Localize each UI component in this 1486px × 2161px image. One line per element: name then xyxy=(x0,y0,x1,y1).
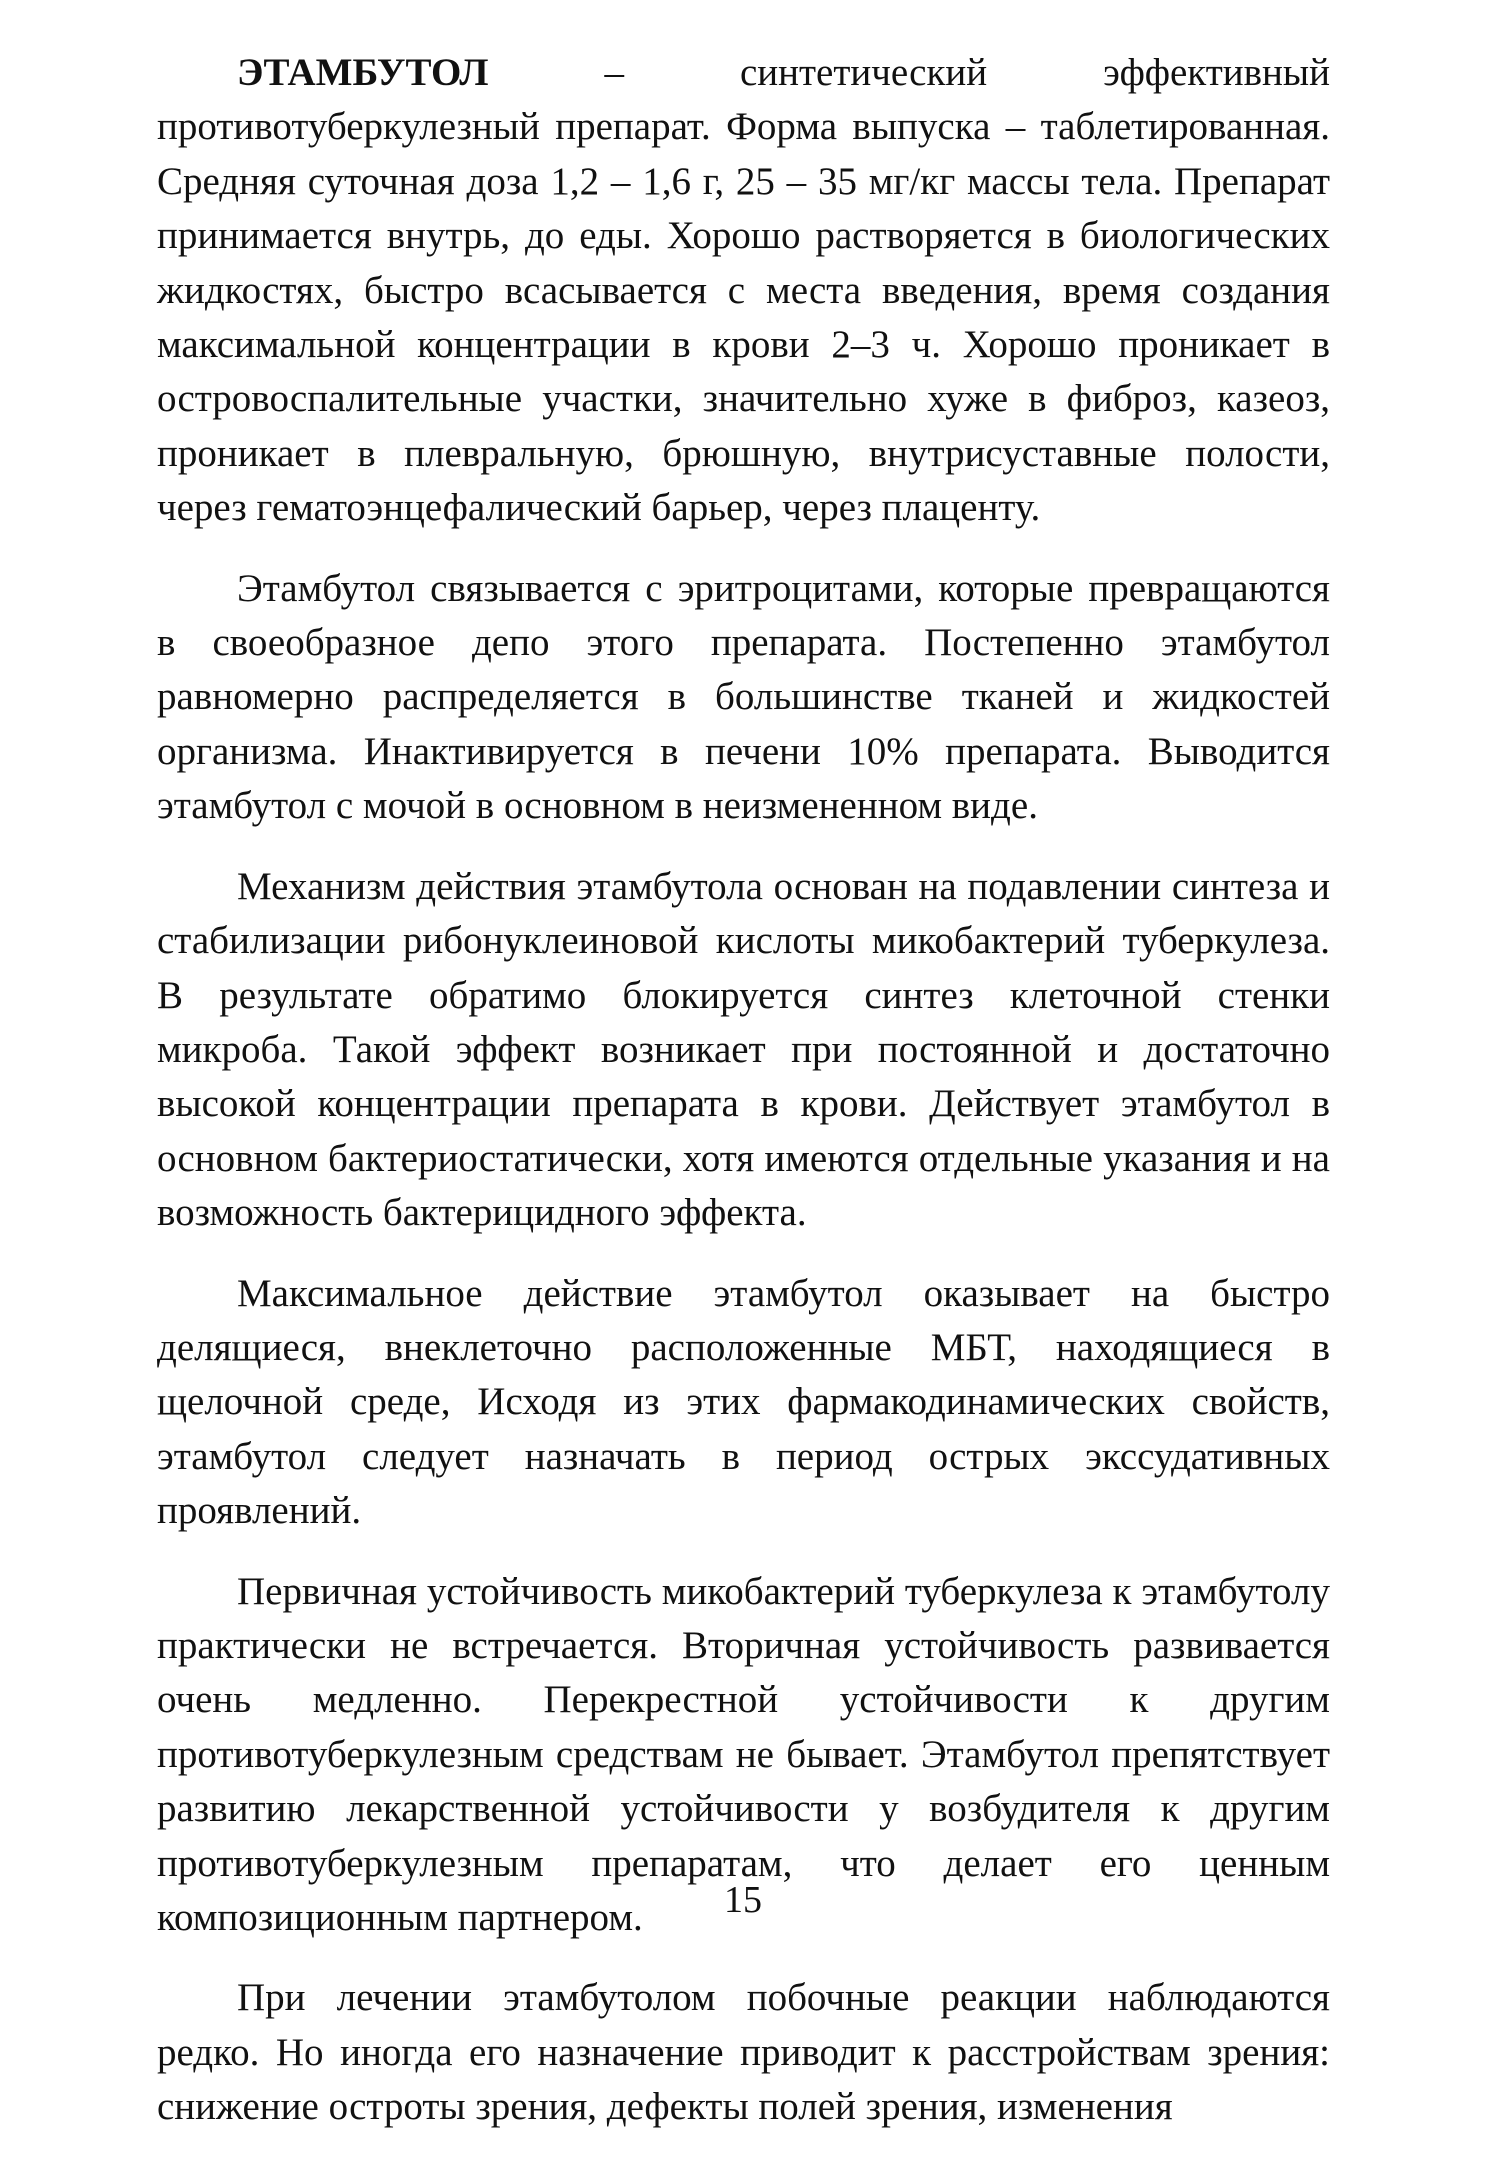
paragraph-1-text: – синтетический эффективный противотуберкулезный препарат. Форма выпуска – таблетированная. Средняя суточная доза 1,2 – 1,6 г, 25 – 35 мг/кг массы тела. Препарат принимается внутрь, до еды. Хорошо растворяется в биологических жидкостях, быстро всасывается с места введения, время создания максимальной концентрации в крови 2–3 ч. Хорошо проникает в островоспалительные участки, значительно хуже в фиброз, казеоз, проникает в плевральную, брюшную, внутрисуставные полости, через гематоэнцефалический барьер, через плаценту. xyxy=(157,51,1330,530)
page-number: 15 xyxy=(724,1879,762,1921)
paragraph-4: Максимальное действие этамбутол оказывает на быстро делящиеся, внеклеточно расположенные МБТ, находящиеся в щелочной среде, Исходя из этих фармакодинамических свойств, этамбутол следует назначать в период острых экссудативных проявлений. xyxy=(157,1271,1330,1533)
paragraph-6: При лечении этамбутолом побочные реакции наблюдаются редко. Но иногда его назначение приводит к расстройствам зрения: снижение остроты зрения, дефекты полей зрения, изменения xyxy=(157,1976,1330,2129)
paragraph-3: Механизм действия этамбутола основан на подавлении синтеза и стабилизации рибонуклеиновой кислоты микобактерий туберкулеза. В результате обратимо блокируется синтез клеточной стенки микроба. Такой эффект возникает при постоянной и достаточно высокой концентрации препарата в крови. Действует этамбутол в основном бактериостатически, хотя имеются отдельные указания и на возможность бактерицидного эффекта. xyxy=(157,864,1330,1235)
document-page xyxy=(157,46,1330,2161)
paragraph-1 xyxy=(157,46,1330,536)
paragraph-2: Этамбутол связывается с эритроцитами, которые превращаются в своеобразное депо этого препарата. Постепенно этамбутол равномерно распределяется в большинстве тканей и жидкостей организма. Инактивируется в печени 10% препарата. Выводится этамбутол с мочой в основном в неизмененном виде. xyxy=(157,566,1330,828)
drug-name-term: ЭТАМБУТОЛ xyxy=(237,51,489,94)
paragraph-5: Первичная устойчивость микобактерий туберкулеза к этамбутолу практически не встречается. Вторичная устойчивость развивается очень медленно. Перекрестной устойчивости к другим противотуберкулезным средствам не бывает. Этамбутол препятствует развитию лекарственной устойчивости у возбудителя к другим противотуберкулезным препаратам, что делает его ценным композиционным партнером. xyxy=(157,1569,1330,1939)
